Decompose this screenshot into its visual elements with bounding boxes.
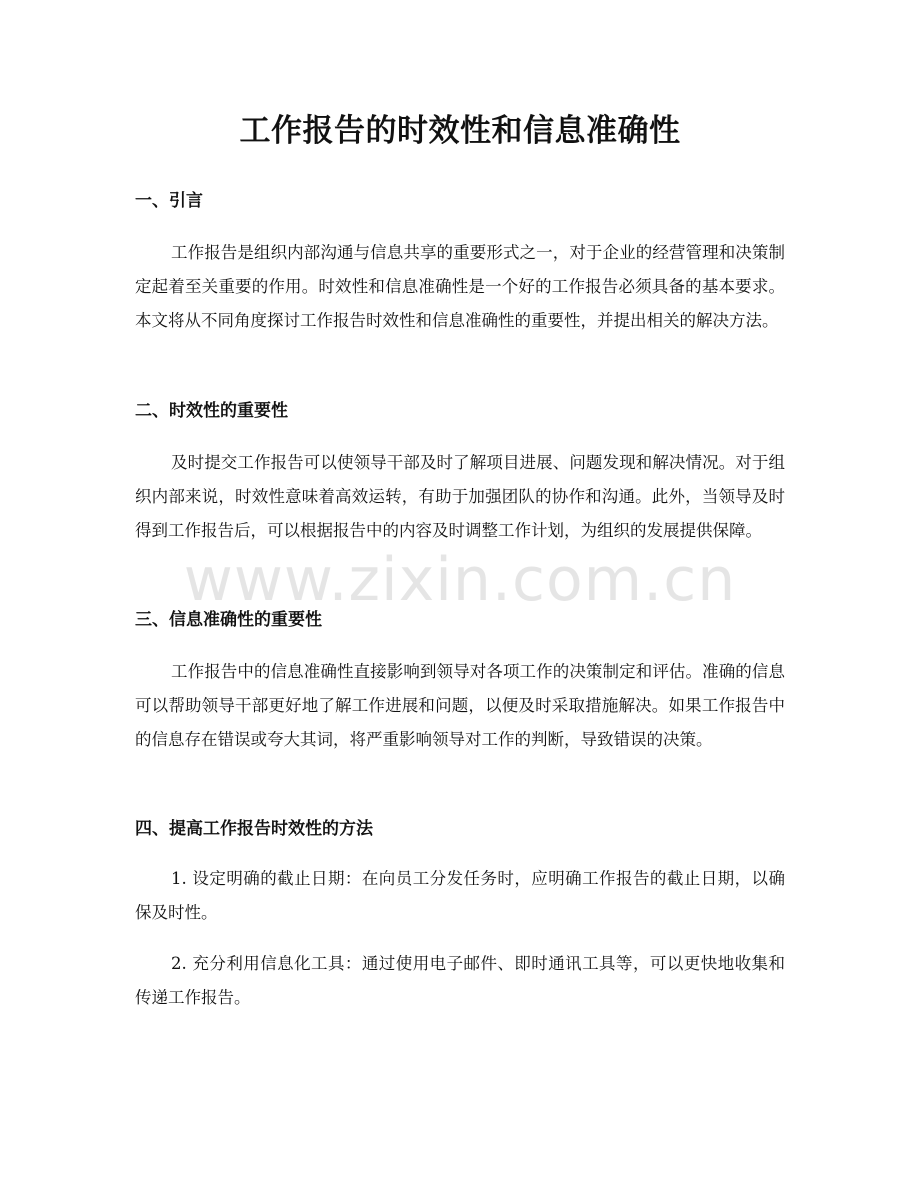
section-paragraph-accuracy: 工作报告中的信息准确性直接影响到领导对各项工作的决策制定和评估。准确的信息可以帮助领导干部更好地了解工作进展和问题，以便及时采取措施解决。如果工作报告中的信息存在错误或夸大其词，将严重影响领导对工作的判断，导致错误的决策。 bbox=[135, 662, 785, 749]
watermark: www.zixin.com.cn bbox=[183, 545, 737, 615]
method-item: 2. 充分利用信息化工具：通过使用电子邮件、即时通讯工具等，可以更快地收集和传递工作报告。 bbox=[135, 954, 785, 1007]
section-paragraph-introduction: 工作报告是组织内部沟通与信息共享的重要形式之一，对于企业的经营管理和决策制定起着至关重要的作用。时效性和信息准确性是一个好的工作报告必须具备的基本要求。本文将从不同角度探讨工作报告时效性和信息准确性的重要性，并提出相关的解决方法。 bbox=[135, 243, 785, 330]
section-heading-accuracy: 三、信息准确性的重要性 bbox=[135, 610, 322, 630]
method-item: 1. 设定明确的截止日期：在向员工分发任务时，应明确工作报告的截止日期，以确保及时性。 bbox=[135, 869, 785, 922]
document-title: 工作报告的时效性和信息准确性 bbox=[239, 113, 681, 149]
section-heading-timeliness: 二、时效性的重要性 bbox=[135, 401, 288, 421]
section-heading-methods: 四、提高工作报告时效性的方法 bbox=[135, 819, 373, 839]
section-heading-introduction: 一、引言 bbox=[135, 191, 203, 211]
section-paragraph-timeliness: 及时提交工作报告可以使领导干部及时了解项目进展、问题发现和解决情况。对于组织内部来说，时效性意味着高效运转，有助于加强团队的协作和沟通。此外，当领导及时得到工作报告后，可以根据报告中的内容及时调整工作计划，为组织的发展提供保障。 bbox=[135, 453, 785, 540]
